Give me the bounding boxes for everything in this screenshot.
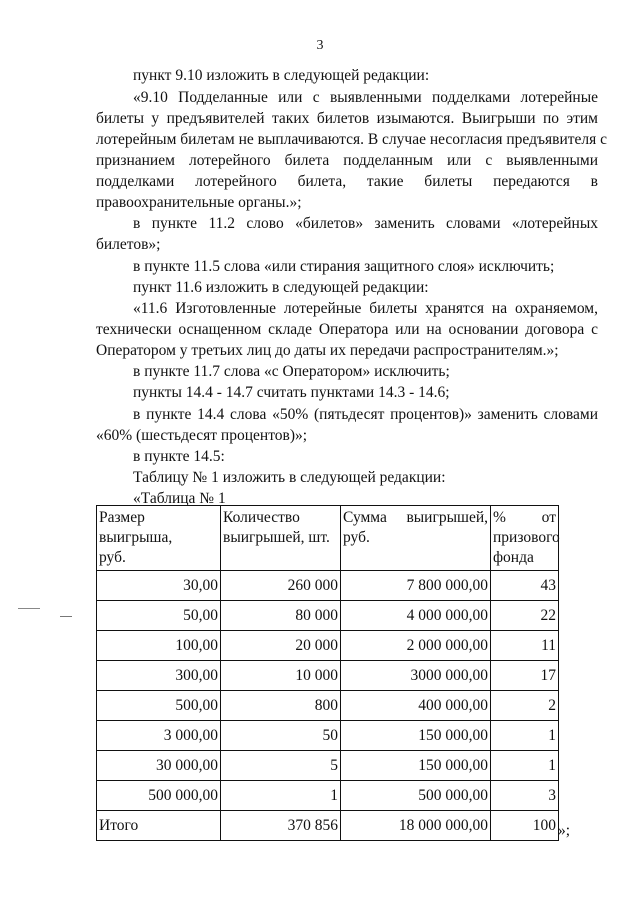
text-line: пункты 14.4 - 14.7 считать пунктами 14.3 - 14.6; xyxy=(133,384,450,401)
closing-quote: »; xyxy=(558,822,571,839)
text-line: «Таблица № 1 xyxy=(133,490,226,507)
cell-prize: 500,00 xyxy=(97,691,221,721)
cell-prize: 50,00 xyxy=(97,601,221,631)
cell-sum: 2 000 000,00 xyxy=(341,631,491,661)
text-line: в пункте 11.5 слова «или стирания защитного слоя» исключить; xyxy=(133,258,555,275)
cell-count: 260 000 xyxy=(221,571,341,601)
margin-mark xyxy=(18,608,40,609)
cell-sum: 150 000,00 xyxy=(341,721,491,751)
cell-percent: 2 xyxy=(491,691,559,721)
cell-sum: 150 000,00 xyxy=(341,751,491,781)
cell-count: 80 000 xyxy=(221,601,341,631)
cell-count: 50 xyxy=(221,721,341,751)
cell-prize: 100,00 xyxy=(97,631,221,661)
cell-percent: 43 xyxy=(491,571,559,601)
cell-prize: 300,00 xyxy=(97,661,221,691)
text-line: «9.10 Подделанные или с выявленными подделками лотерейные xyxy=(133,89,598,106)
cell-percent: 1 xyxy=(491,721,559,751)
page-number: 3 xyxy=(316,38,324,53)
table-row xyxy=(97,601,559,631)
cell-percent: 22 xyxy=(491,601,559,631)
text-line: пункт 11.6 изложить в следующей редакции: xyxy=(133,279,429,296)
text-line: Оператором у третьих лиц до даты их передачи распространителям.»; xyxy=(96,342,559,359)
text-line: признанием лотерейного билета подделанным или с выявленными xyxy=(96,152,598,169)
cell-percent: 17 xyxy=(491,661,559,691)
text-line: пункт 9.10 изложить в следующей редакции: xyxy=(133,67,430,84)
cell-count: 10 000 xyxy=(221,661,341,691)
header-count: Количество выигрышей, шт. xyxy=(221,506,341,571)
text-line: «60% (шестьдесят процентов)»; xyxy=(96,427,308,444)
margin-mark xyxy=(60,616,72,617)
table-row xyxy=(97,691,559,721)
table-row xyxy=(97,721,559,751)
cell-percent: 11 xyxy=(491,631,559,661)
table-header-row xyxy=(97,506,559,571)
cell-sum: 4 000 000,00 xyxy=(341,601,491,631)
cell-sum: 7 800 000,00 xyxy=(341,571,491,601)
cell-count: 20 000 xyxy=(221,631,341,661)
cell-total-sum: 18 000 000,00 xyxy=(341,811,491,841)
table-row xyxy=(97,661,559,691)
table-row xyxy=(97,751,559,781)
cell-percent: 3 xyxy=(491,781,559,811)
cell-prize: 30,00 xyxy=(97,571,221,601)
table-row xyxy=(97,571,559,601)
cell-prize: 500 000,00 xyxy=(97,781,221,811)
header-sum: Сумма выигрышей, руб. xyxy=(341,506,491,571)
cell-count: 5 xyxy=(221,751,341,781)
text-line: Таблицу № 1 изложить в следующей редакции: xyxy=(133,469,446,486)
text-line: «11.6 Изготовленные лотерейные билеты хранятся на охраняемом, xyxy=(133,300,598,317)
prize-table xyxy=(96,505,559,841)
table-row xyxy=(97,631,559,661)
cell-sum: 500 000,00 xyxy=(341,781,491,811)
text-line: правоохранительные органы.»; xyxy=(96,194,302,211)
cell-prize: 3 000,00 xyxy=(97,721,221,751)
table-row xyxy=(97,781,559,811)
table-total-row xyxy=(97,811,559,841)
header-percent: % от призового фонда xyxy=(491,506,559,571)
text-line: подделками лотерейного билета, такие билеты передаются в xyxy=(96,173,598,190)
text-line: технически оснащенном складе Оператора или на основании договора с xyxy=(96,321,598,338)
cell-total-percent: 100 xyxy=(491,811,559,841)
cell-percent: 1 xyxy=(491,751,559,781)
text-line: билетов»; xyxy=(96,236,161,253)
text-line: в пункте 14.4 слова «50% (пятьдесят процентов)» заменить словами xyxy=(133,406,598,423)
header-prize: Размер выигрыша, руб. xyxy=(97,506,221,571)
text-line: в пункте 11.2 слово «билетов» заменить словами «лотерейных xyxy=(133,215,598,232)
text-line: лотерейным билетам не выплачиваются. В случае несогласия предъявителя с xyxy=(96,131,608,148)
cell-prize: 30 000,00 xyxy=(97,751,221,781)
text-line: в пункте 11.7 слова «с Оператором» исключить; xyxy=(133,363,450,380)
cell-total-count: 370 856 xyxy=(221,811,341,841)
cell-count: 800 xyxy=(221,691,341,721)
text-line: билеты у предъявителей таких билетов изымаются. Выигрыши по этим xyxy=(96,110,598,127)
text-line: в пункте 14.5: xyxy=(133,448,225,465)
cell-sum: 400 000,00 xyxy=(341,691,491,721)
cell-count: 1 xyxy=(221,781,341,811)
cell-sum: 3000 000,00 xyxy=(341,661,491,691)
cell-total-label: Итого xyxy=(97,811,221,841)
